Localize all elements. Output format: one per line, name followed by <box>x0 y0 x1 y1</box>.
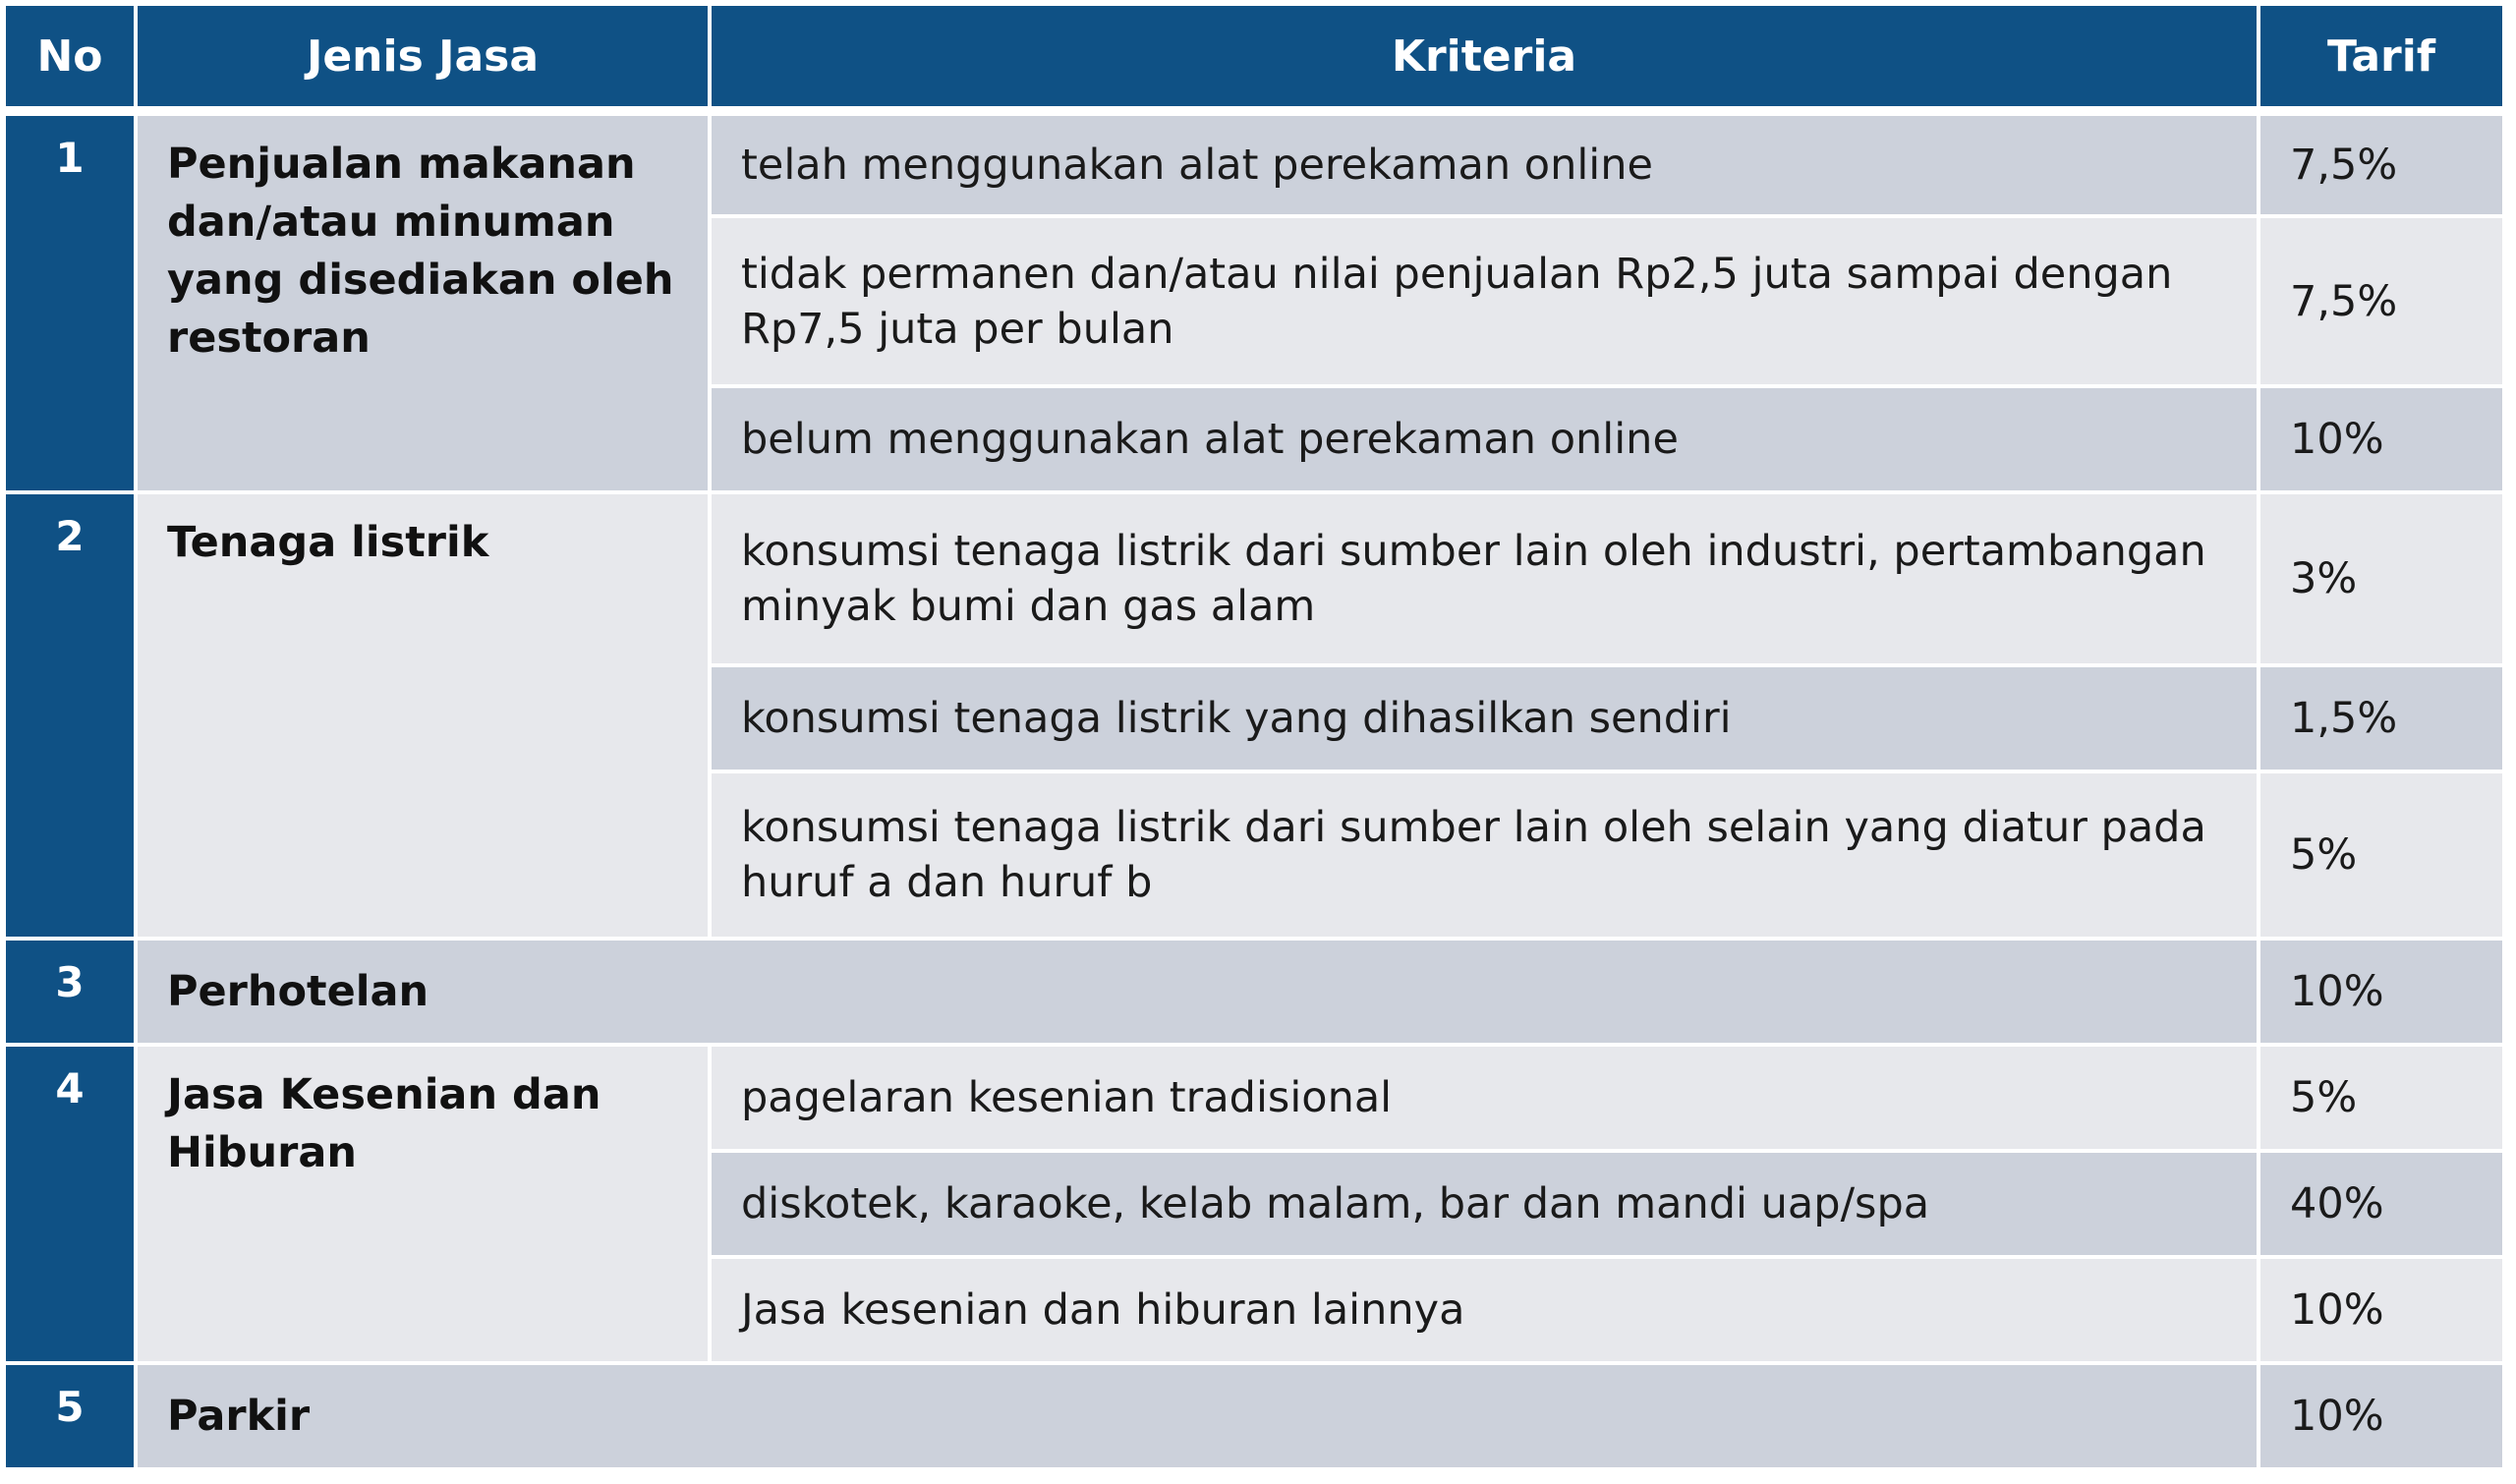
tarif-cell: 10% <box>2260 941 2502 1047</box>
table-row <box>6 116 2502 218</box>
jenis-jasa-cell: Perhotelan <box>138 941 2260 1047</box>
row-number: 5 <box>6 1365 138 1471</box>
kriteria-cell: pagelaran kesenian tradisional <box>712 1047 2260 1153</box>
jenis-jasa-cell: Tenaga listrik <box>138 494 712 941</box>
tarif-cell: 7,5% <box>2260 116 2502 218</box>
kriteria-cell: tidak permanen dan/atau nilai penjualan Rp2,5 juta sampai dengan Rp7,5 juta per bulan <box>712 218 2260 388</box>
kriteria-cell: diskotek, karaoke, kelab malam, bar dan mandi uap/spa <box>712 1153 2260 1259</box>
header-row <box>6 6 2502 116</box>
tarif-cell: 5% <box>2260 773 2502 941</box>
jenis-jasa-cell: Jasa Kesenian dan Hiburan <box>138 1047 712 1365</box>
jenis-jasa-cell: Parkir <box>138 1365 2260 1471</box>
kriteria-cell: konsumsi tenaga listrik dari sumber lain oleh industri, pertambangan minyak bumi dan gas alam <box>712 494 2260 667</box>
tariff-table <box>6 6 2502 1471</box>
tarif-cell: 40% <box>2260 1153 2502 1259</box>
tarif-cell: 7,5% <box>2260 218 2502 388</box>
header-no: No <box>6 6 138 116</box>
header-tarif: Tarif <box>2260 6 2502 116</box>
kriteria-cell: konsumsi tenaga listrik yang dihasilkan sendiri <box>712 667 2260 773</box>
row-number: 2 <box>6 494 138 941</box>
table-row <box>6 494 2502 667</box>
kriteria-cell: Jasa kesenian dan hiburan lainnya <box>712 1259 2260 1365</box>
header-jenis-jasa: Jenis Jasa <box>138 6 712 116</box>
tarif-cell: 10% <box>2260 1259 2502 1365</box>
tarif-cell: 5% <box>2260 1047 2502 1153</box>
tarif-cell: 3% <box>2260 494 2502 667</box>
tarif-cell: 1,5% <box>2260 667 2502 773</box>
kriteria-cell: konsumsi tenaga listrik dari sumber lain oleh selain yang diatur pada huruf a dan huruf b <box>712 773 2260 941</box>
header-kriteria: Kriteria <box>712 6 2260 116</box>
table-row <box>6 941 2502 1047</box>
jenis-jasa-cell: Penjualan makanan dan/atau minuman yang disediakan oleh restoran <box>138 116 712 494</box>
row-number: 4 <box>6 1047 138 1365</box>
row-number: 3 <box>6 941 138 1047</box>
tarif-cell: 10% <box>2260 1365 2502 1471</box>
tarif-cell: 10% <box>2260 388 2502 494</box>
kriteria-cell: telah menggunakan alat perekaman online <box>712 116 2260 218</box>
kriteria-cell: belum menggunakan alat perekaman online <box>712 388 2260 494</box>
row-number: 1 <box>6 116 138 494</box>
table-row <box>6 1365 2502 1471</box>
table-row <box>6 1047 2502 1153</box>
